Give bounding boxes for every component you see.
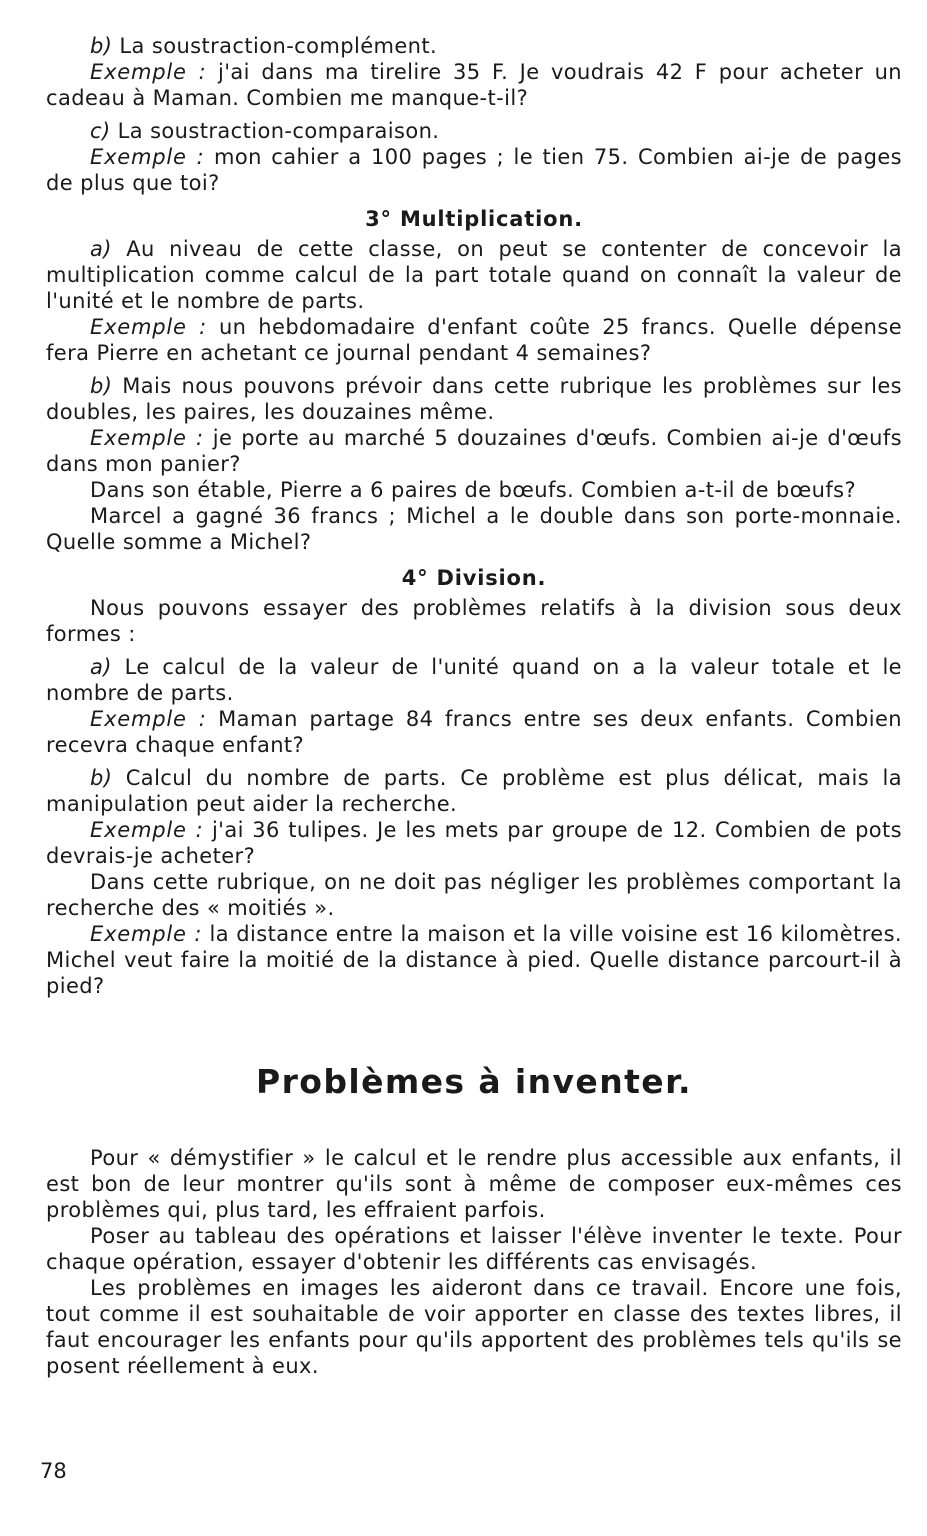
example-label: Exemple : xyxy=(90,818,204,842)
paragraph-soustraction-complement xyxy=(46,33,902,59)
page-number: 78 xyxy=(40,1459,67,1483)
example-label: Exemple : xyxy=(90,426,204,450)
example-text: mon cahier a 100 pages ; le tien 75. Combien ai-je de pages de plus que toi? xyxy=(46,145,902,195)
item-label: b) xyxy=(90,34,113,58)
paragraph-text: Au niveau de cette classe, on peut se contenter de concevoir la multiplication comme calcul de la part totale quand on connaît la valeur de l'unité et le nombre de parts. xyxy=(46,237,903,313)
example-paragraph xyxy=(46,921,902,999)
item-label: b) xyxy=(90,766,113,790)
example-paragraph xyxy=(46,706,902,758)
example-paragraph xyxy=(46,425,902,477)
example-text: Maman partage 84 francs entre ses deux enfants. Combien recevra chaque enfant? xyxy=(46,707,902,757)
example-label: Exemple : xyxy=(90,60,207,84)
example-text: j'ai dans ma tirelire 35 F. Je voudrais 42 F pour acheter un cadeau à Maman. Combien me manque-t-il? xyxy=(46,60,903,110)
example-paragraph xyxy=(46,144,902,196)
section-title: Problèmes à inventer. xyxy=(256,1062,692,1101)
paragraph-multiplication-b xyxy=(46,373,902,425)
section-heading-multiplication: 3° Multiplication. xyxy=(365,207,583,231)
example-label: Exemple : xyxy=(90,315,207,339)
paragraph-text: La soustraction-comparaison. xyxy=(117,119,440,143)
closing-paragraph: Pour « démystifier » le calcul et le rendre plus accessible aux enfants, il est bon de leur montrer qu'ils sont à même de composer eux-mêmes ces problèmes qui, plus tard, les effraient parfois. xyxy=(46,1146,902,1222)
example-text: un hebdomadaire d'enfant coûte 25 francs. Quelle dépense fera Pierre en achetant ce journal pendant 4 semaines? xyxy=(46,315,903,365)
example-paragraph xyxy=(46,314,902,366)
paragraph-division-intro: Nous pouvons essayer des problèmes relatifs à la division sous deux formes : xyxy=(46,596,902,646)
paragraph-text: Le calcul de la valeur de l'unité quand on a la valeur totale et le nombre de parts. xyxy=(46,655,903,705)
paragraph-text: La soustraction-complément. xyxy=(119,34,438,58)
paragraph-division-a xyxy=(46,654,902,706)
paragraph-text: Mais nous pouvons prévoir dans cette rubrique les problèmes sur les doubles, les paires, les douzaines même. xyxy=(46,374,902,424)
example-text: j'ai 36 tulipes. Je les mets par groupe de 12. Combien de pots devrais-je acheter? xyxy=(46,818,903,868)
example-text: je porte au marché 5 douzaines d'œufs. Combien ai-je d'œufs dans mon panier? xyxy=(46,426,903,476)
closing-paragraph: Les problèmes en images les aideront dans ce travail. Encore une fois, tout comme il est souhaitable de voir apporter en classe des textes libres, il faut encourager les enfants pour qu'ils apportent des problèmes tels qu'ils se posent réellement à eux. xyxy=(46,1276,902,1378)
section-heading-division: 4° Division. xyxy=(401,566,547,590)
paragraph-text: Dans cette rubrique, on ne doit pas négliger les problèmes comportant la recherche des « moitiés ». xyxy=(46,870,902,920)
item-label: c) xyxy=(90,119,111,143)
example-label: Exemple : xyxy=(90,707,207,731)
paragraph-multiplication-a xyxy=(46,236,902,314)
example-paragraph xyxy=(46,817,902,869)
example-paragraph xyxy=(46,59,902,111)
paragraph-text: Calcul du nombre de parts. Ce problème est plus délicat, mais la manipulation peut aider la recherche. xyxy=(46,766,902,816)
page-body xyxy=(46,26,902,1379)
closing-paragraph: Poser au tableau des opérations et laisser l'élève inventer le texte. Pour chaque opération, essayer d'obtenir les différents cas envisagés. xyxy=(46,1224,902,1274)
item-label: b) xyxy=(90,374,113,398)
example-text: la distance entre la maison et la ville voisine est 16 kilomètres. Michel veut faire la moitié de la distance à pied. Quelle distance parcourt-il à pied? xyxy=(46,922,903,998)
item-label: a) xyxy=(90,655,112,679)
paragraph-division-b xyxy=(46,765,902,817)
paragraph-text: Dans son étable, Pierre a 6 paires de bœufs. Combien a-t-il de bœufs? xyxy=(90,478,857,502)
example-label: Exemple : xyxy=(90,145,205,169)
example-label: Exemple : xyxy=(90,922,203,946)
paragraph-soustraction-comparaison xyxy=(46,118,902,144)
item-label: a) xyxy=(90,237,112,261)
paragraph-text: Marcel a gagné 36 francs ; Michel a le double dans son porte-monnaie. Quelle somme a Michel? xyxy=(46,504,902,554)
